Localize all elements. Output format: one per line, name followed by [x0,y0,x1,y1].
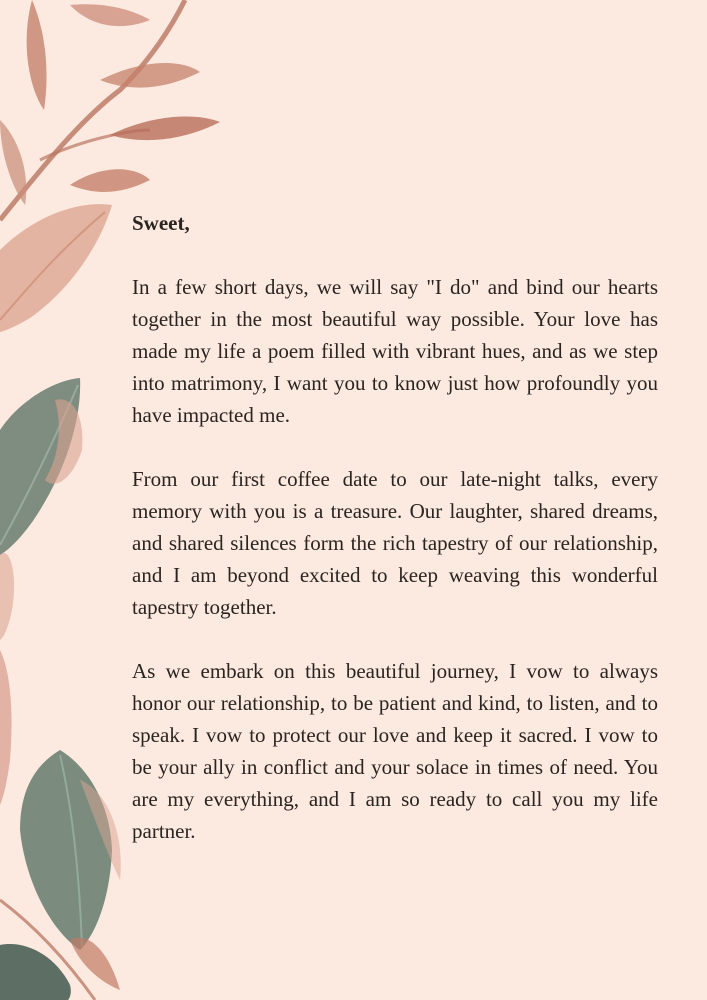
rust-leaf-2 [70,4,150,26]
rust-leaf-7 [70,938,120,990]
pink-leaf-4 [0,650,12,805]
branch-stem [0,0,185,220]
branch-stem-3 [0,900,95,1000]
paragraph-3: As we embark on this beautiful journey, I vow to always honor our relationship, to be patient and kind, to listen, and to speak. I vow to protect our love and keep it sacred. I vow to be your ally in conflict and your solace in times of need. You are my everything, and I am so ready to call you my life partner. [132,659,658,843]
paragraph-2: From our first coffee date to our late-night talks, every memory with you is a treasure. Our laughter, shared dreams, and shared silences form the rich tapestry of our relationship, and I am beyond excited to keep weaving this wonderful tapestry together. [132,467,658,619]
rust-leaf-6 [0,120,26,205]
dark-green-leaf [0,944,71,1000]
pink-leaf-3 [0,553,14,640]
sage-leaf-1 [0,378,80,555]
letter-body [132,207,658,879]
pink-leaf-5 [80,780,121,880]
rust-leaf-4 [110,116,220,140]
pink-leaf-1 [0,204,112,332]
rust-leaf-1 [27,0,47,110]
rust-leaf-5 [70,169,150,192]
pink-leaf-2 [45,399,83,483]
paragraph-1: In a few short days, we will say "I do" and bind our hearts together in the most beautiful way possible. Your love has made my life a poem filled with vibrant hues, and as we step into matrimony, I want you to know just how profoundly you have impacted me. [132,275,658,427]
rust-leaf-3 [100,63,200,88]
branch-stem-2 [40,130,150,160]
sage-leaf-2 [20,750,112,950]
salutation: Sweet, [132,211,190,235]
